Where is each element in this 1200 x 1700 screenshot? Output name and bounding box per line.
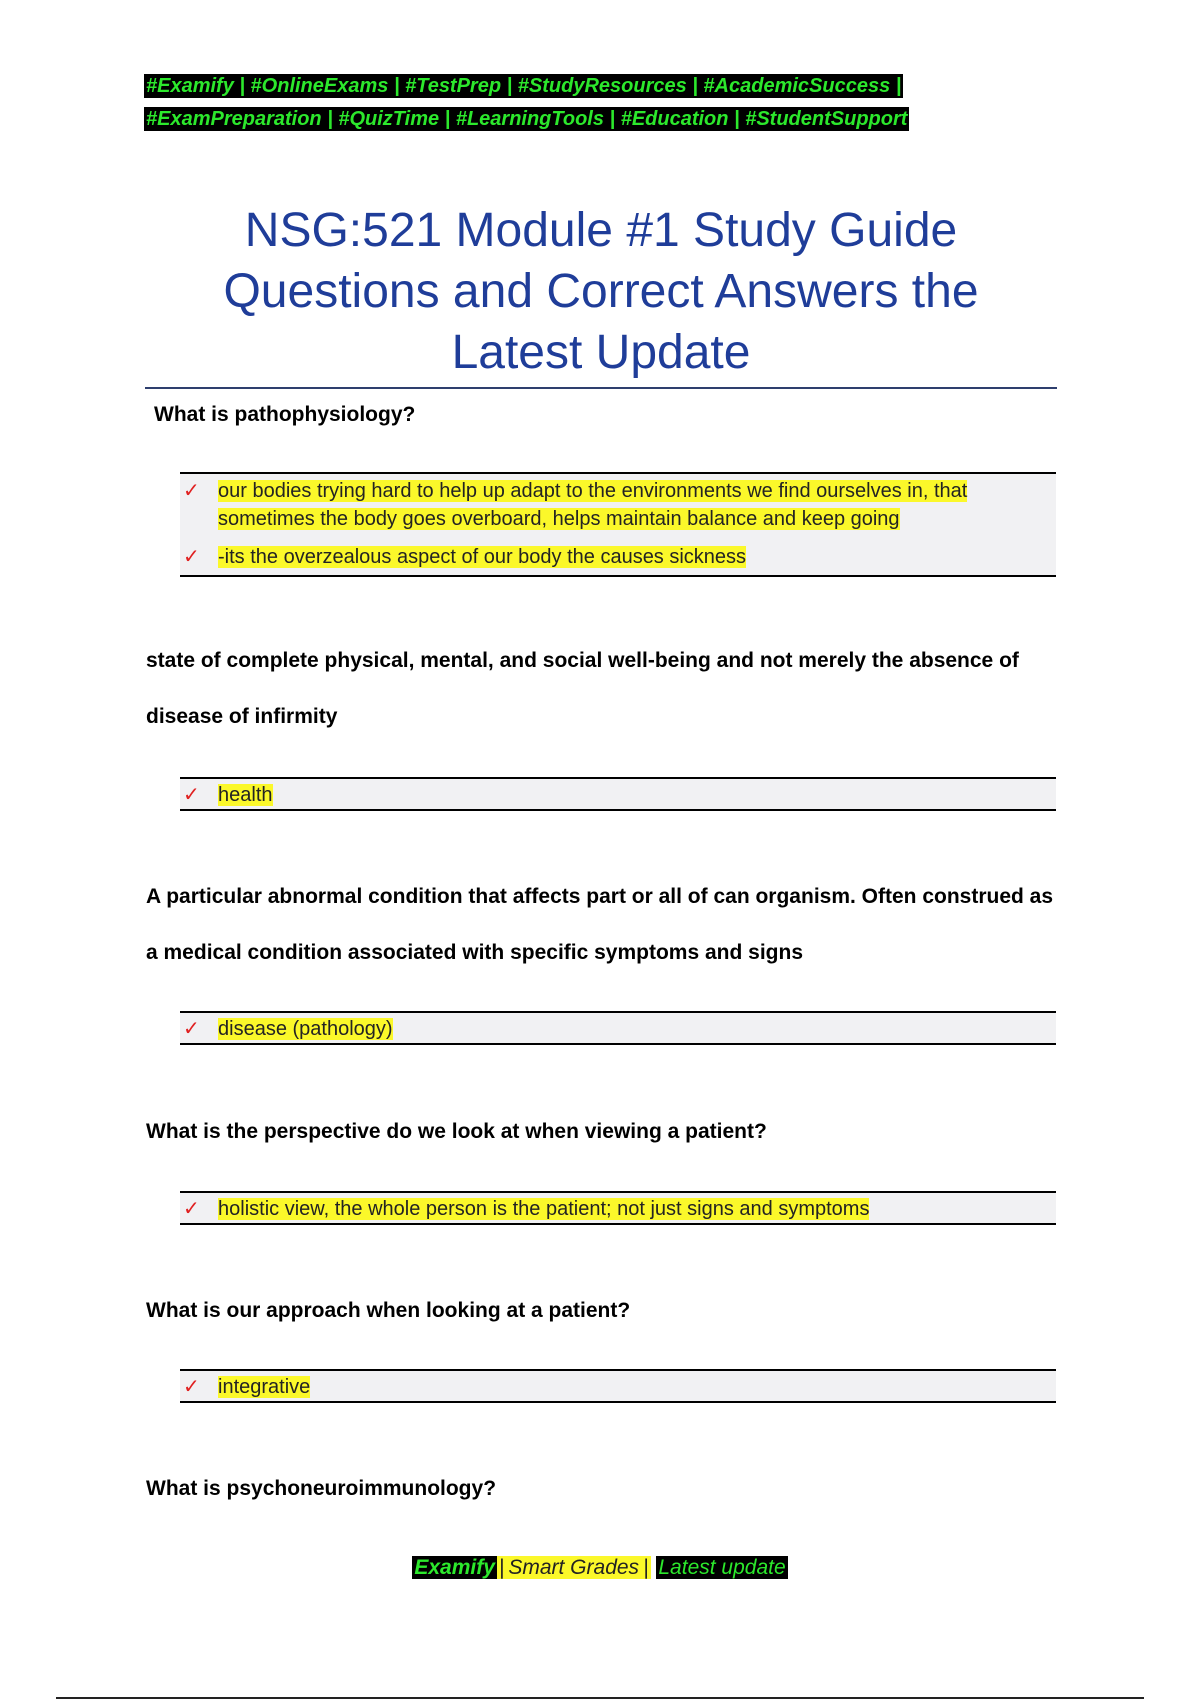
answer-text: integrative [218, 1376, 311, 1398]
question-3: A particular abnormal condition that affects part or all of can organism. Often construed as a medical condition associated with specific symptoms and signs [146, 885, 1054, 964]
hashtag-line-2: #ExamPreparation | #QuizTime | #LearningTools | #Education | #StudentSupport [146, 108, 908, 130]
question-2: state of complete physical, mental, and social well-being and not merely the absence of disease of infirmity [146, 649, 1019, 728]
title-line-3: Latest Update [451, 326, 751, 379]
answer-text: -its the overzealous aspect of our body the causes sickness [218, 546, 747, 568]
hashtag-banner [144, 70, 1058, 136]
title-line-1: NSG:521 Module #1 Study Guide [244, 204, 958, 257]
answer-item [180, 477, 1056, 533]
answer-box-3 [180, 1011, 1056, 1045]
title-line-2: Questions and Correct Answers the [223, 265, 979, 318]
answer-text: health [218, 784, 273, 806]
answer-box-5 [180, 1369, 1056, 1403]
answer-box-2 [180, 777, 1056, 811]
checkmark-icon: ✓ [183, 546, 200, 568]
question-6: What is psychoneuroimmunology? [146, 1477, 497, 1500]
checkmark-icon: ✓ [183, 1198, 200, 1220]
checkmark-icon: ✓ [183, 784, 200, 806]
answer-box-4 [180, 1191, 1056, 1225]
footer-separator: | [498, 1556, 505, 1579]
checkmark-icon: ✓ [183, 1018, 200, 1040]
footer-smart-grades: Smart Grades [508, 1556, 640, 1579]
footer-latest-update: Latest update [658, 1556, 786, 1579]
answer-text: disease (pathology) [218, 1018, 393, 1040]
answer-item [180, 781, 1056, 809]
page-title [145, 200, 1057, 383]
question-5: What is our approach when looking at a patient? [146, 1299, 631, 1322]
page-footer [0, 1554, 1200, 1582]
footer-brand: Examify [414, 1556, 495, 1579]
checkmark-icon: ✓ [183, 480, 200, 502]
page-bottom-divider [56, 1697, 1144, 1699]
question-1: What is pathophysiology? [154, 403, 416, 426]
answer-box-1 [180, 472, 1056, 577]
hashtag-line-1: #Examify | #OnlineExams | #TestPrep | #StudyResources | #AcademicSuccess | [146, 75, 902, 97]
answer-item [180, 1195, 1056, 1223]
answer-text: our bodies trying hard to help up adapt to the environments we find ourselves in, that sometimes the body goes overboard, helps maintain balance and keep going [218, 480, 968, 530]
checkmark-icon: ✓ [183, 1376, 200, 1398]
question-4: What is the perspective do we look at when viewing a patient? [146, 1120, 767, 1143]
answer-item [180, 543, 1056, 571]
footer-separator: | [643, 1556, 649, 1579]
answer-text: holistic view, the whole person is the patient; not just signs and symptoms [218, 1198, 870, 1220]
answer-item [180, 1373, 1056, 1401]
answer-item [180, 1015, 1056, 1043]
